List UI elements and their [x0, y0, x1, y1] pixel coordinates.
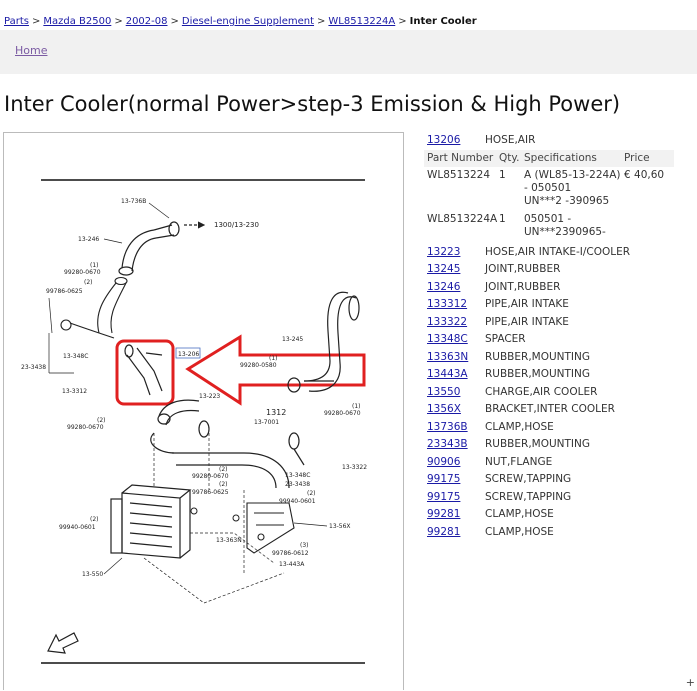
- part-description: RUBBER,MOUNTING: [485, 350, 591, 363]
- part-link[interactable]: 99281: [427, 508, 461, 520]
- label-13-348c-a: 13-348C: [63, 353, 89, 360]
- spec-line: - 050501: [524, 181, 572, 194]
- price-table-header: [424, 150, 674, 167]
- cell-part-number: WL8513224: [427, 168, 490, 181]
- list-item: [424, 279, 674, 297]
- breadcrumb-separator: >: [317, 16, 326, 27]
- part-link[interactable]: 99281: [427, 525, 461, 538]
- parts-diagram: [3, 132, 404, 690]
- part-description: PIPE,AIR INTAKE: [485, 315, 569, 328]
- bracket-13-56x: [247, 503, 294, 553]
- list-item: [424, 401, 674, 419]
- label-99786-0612-note: (3): [300, 542, 309, 549]
- list-item: [424, 366, 674, 384]
- table-row: [424, 211, 674, 244]
- list-item: [424, 489, 674, 507]
- label-99940-0601-a-note: (2): [307, 490, 316, 497]
- part-link[interactable]: 13223: [427, 245, 461, 258]
- label-13-206: 13-206: [178, 351, 200, 358]
- label-99280-0670-d: 99280-0670: [192, 473, 229, 480]
- part-link[interactable]: 99175: [427, 490, 461, 503]
- diagram-drawing: [4, 133, 405, 691]
- part-link[interactable]: 99175: [427, 473, 461, 485]
- parts-list: [424, 132, 674, 541]
- list-item: [424, 331, 674, 349]
- label-1300: 1300/13-230: [214, 221, 259, 229]
- part-link[interactable]: 23343B: [427, 438, 468, 450]
- corner-plus-icon: +: [685, 676, 695, 689]
- cell-specifications: [521, 213, 621, 244]
- part-description: RUBBER,MOUNTING: [485, 438, 591, 450]
- part-link[interactable]: 13550: [427, 385, 461, 398]
- part-description: CLAMP,HOSE: [485, 525, 554, 538]
- part-description: SPACER: [485, 333, 526, 345]
- intercooler-13-550: [111, 485, 190, 558]
- label-99280-0580: 99280-0580: [240, 362, 277, 369]
- label-99786-0625-note: (2): [84, 279, 93, 286]
- part-link[interactable]: 133322: [427, 315, 468, 328]
- cell-specifications: [521, 169, 621, 211]
- cell-part-number: WL8513224A: [427, 212, 498, 225]
- list-item: [424, 506, 674, 524]
- part-description: RUBBER,MOUNTING: [485, 368, 591, 380]
- part-description: CLAMP,HOSE: [485, 508, 554, 520]
- label-13-7001: 13-7001: [254, 419, 280, 426]
- breadcrumb-link-years[interactable]: 2002-08: [125, 16, 168, 27]
- part-link[interactable]: 1356X: [427, 403, 461, 415]
- label-99940-0601-b: 99940-0601: [59, 524, 96, 531]
- home-link[interactable]: Home: [15, 44, 48, 57]
- list-item: [424, 454, 674, 472]
- part-link[interactable]: 13245: [427, 263, 461, 275]
- label-13-443a: 13-443A: [279, 561, 305, 568]
- spec-line: UN***2390965-: [524, 225, 606, 238]
- label-23-3438-b: 23-3438: [285, 481, 311, 488]
- cell-qty: 1: [499, 212, 506, 225]
- hose-13-3312: [61, 278, 127, 339]
- part-description: SCREW,TAPPING: [485, 473, 572, 485]
- cell-qty: 1: [499, 168, 506, 181]
- cell-price: [621, 213, 674, 244]
- label-13-363n: 13-363N: [216, 537, 242, 544]
- label-99280-0670-c: 99280-0670: [67, 424, 104, 431]
- label-99280-0670-note: (1): [90, 262, 99, 269]
- list-item: [424, 419, 674, 437]
- breadcrumb-separator: >: [114, 16, 123, 27]
- part-description: HOSE,AIR: [485, 134, 536, 146]
- label-13-246: 13-246: [78, 236, 100, 243]
- hose-13-223: [151, 400, 209, 453]
- part-link[interactable]: 13443A: [427, 368, 468, 380]
- label-13-3312: 13-3312: [62, 388, 88, 395]
- list-item: [424, 524, 674, 542]
- list-item: [424, 314, 674, 332]
- breadcrumb-separator: >: [398, 16, 407, 27]
- part-description: PIPE,AIR INTAKE: [485, 298, 569, 310]
- page-title: Inter Cooler(normal Power>step-3 Emission & High Power): [4, 92, 621, 116]
- label-99786-0625-b-note: (2): [219, 481, 228, 488]
- label-99940-0601-b-note: (2): [90, 516, 99, 523]
- part-link[interactable]: 133312: [427, 298, 468, 310]
- label-1312: 1312: [266, 408, 287, 417]
- label-99280-0670-b-note: (1): [352, 403, 361, 410]
- spec-line: 050501 -: [524, 212, 572, 225]
- cell-price: € 40,60: [624, 168, 665, 181]
- list-item: [424, 384, 674, 402]
- label-13-3322: 13-3322: [342, 464, 368, 471]
- list-item: [424, 471, 674, 489]
- list-item: [424, 436, 674, 454]
- column-header-part-number: Part Number: [427, 151, 494, 164]
- label-99786-0625-b: 99786-0625: [192, 489, 229, 496]
- label-99940-0601-a: 99940-0601: [279, 498, 316, 505]
- label-23-3438-a: 23-3438: [21, 364, 47, 371]
- label-13-245: 13-245: [282, 336, 304, 343]
- breadcrumb-link-parts[interactable]: Parts: [4, 16, 29, 27]
- part-description: CLAMP,HOSE: [485, 420, 554, 433]
- part-link[interactable]: 13206: [427, 134, 461, 146]
- spec-line: A (WL85-13-224A): [524, 168, 621, 181]
- breadcrumb-current: Inter Cooler: [409, 16, 477, 27]
- list-item: [424, 296, 674, 314]
- label-13-348c-b: 13-348C: [285, 472, 311, 479]
- list-item: [424, 349, 674, 367]
- column-header-specifications: Specifications: [524, 151, 597, 164]
- label-99280-0670-a: 99280-0670: [64, 269, 101, 276]
- label-99786-0612: 99786-0612: [272, 550, 309, 557]
- column-header-price: Price: [624, 151, 650, 164]
- fwd-arrow-icon: [48, 633, 78, 653]
- label-99786-0625-a: 99786-0625: [46, 288, 83, 295]
- label-13-56x: 13-56X: [329, 523, 351, 530]
- spec-line: UN***2 -390965: [524, 194, 610, 207]
- label-99280-0580-note: (1): [269, 355, 278, 362]
- label-13-550: 13-550: [82, 571, 104, 578]
- part-link[interactable]: 90906: [427, 455, 461, 468]
- list-item: [424, 132, 674, 150]
- label-13-736b: 13-736B: [121, 198, 147, 205]
- hose-13-206: [125, 345, 162, 395]
- part-description: HOSE,AIR INTAKE-I/COOLER: [485, 245, 631, 258]
- part-link[interactable]: 13736B: [427, 420, 468, 433]
- part-description: JOINT,RUBBER: [485, 263, 561, 275]
- table-row: [424, 167, 674, 211]
- breadcrumb-link-group[interactable]: Diesel-engine Supplement: [181, 16, 315, 27]
- part-link[interactable]: 13363N: [427, 350, 469, 363]
- breadcrumb-link-model[interactable]: Mazda B2500: [43, 16, 112, 27]
- home-bar: [0, 30, 697, 74]
- hose-13-246: [119, 222, 204, 275]
- label-13-223: 13-223: [199, 393, 221, 400]
- breadcrumb-separator: >: [170, 16, 179, 27]
- part-description: SCREW,TAPPING: [485, 490, 572, 503]
- part-link[interactable]: 13348C: [427, 333, 468, 345]
- part-link[interactable]: 13246: [427, 280, 461, 293]
- breadcrumb: [4, 15, 477, 29]
- column-header-qty: Qty.: [499, 151, 520, 164]
- list-item: [424, 244, 674, 262]
- part-description: BRACKET,INTER COOLER: [485, 403, 615, 415]
- part-description: CHARGE,AIR COOLER: [485, 385, 598, 398]
- part-description: JOINT,RUBBER: [485, 280, 561, 293]
- label-99280-0670-c-note: (2): [97, 417, 106, 424]
- label-99280-0670-d-note: (2): [219, 466, 228, 473]
- breadcrumb-link-part[interactable]: WL8513224A: [328, 16, 396, 27]
- label-99280-0670-b: 99280-0670: [324, 410, 361, 417]
- part-description: NUT,FLANGE: [485, 455, 553, 468]
- breadcrumb-separator: >: [31, 16, 41, 27]
- list-item: [424, 261, 674, 279]
